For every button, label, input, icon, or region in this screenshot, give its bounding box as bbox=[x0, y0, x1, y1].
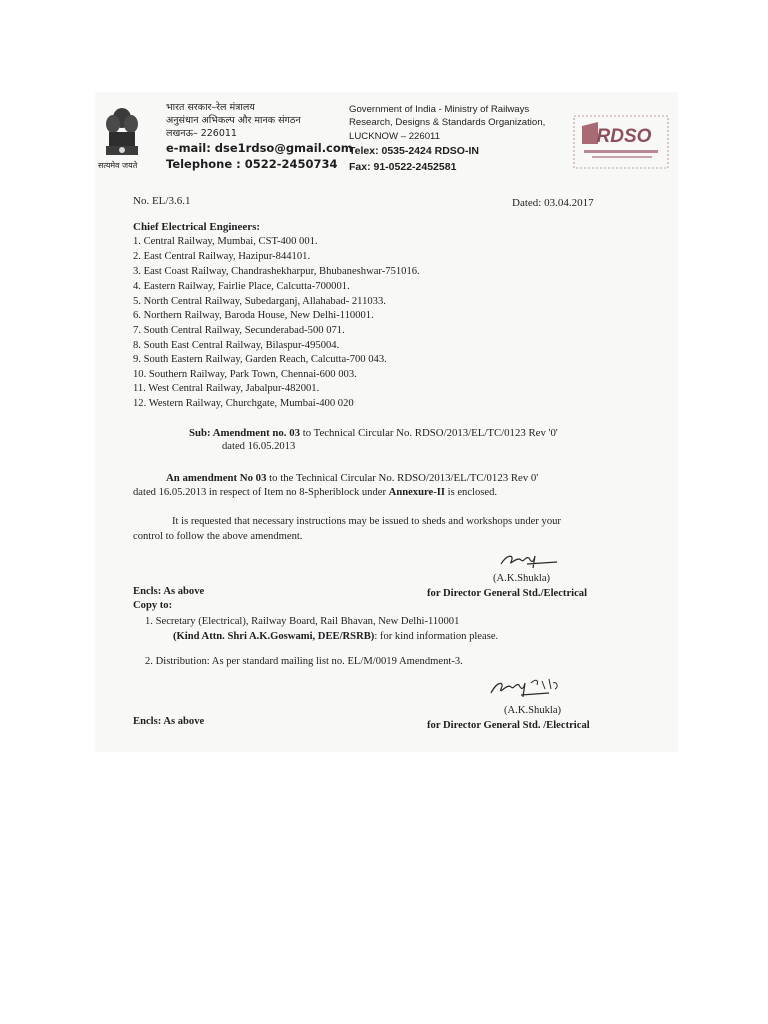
fax-text: Fax: 91-0522-2452581 bbox=[349, 161, 457, 173]
addressee-item-7: 7. South Central Railway, Secunderabad-500 071. bbox=[133, 325, 345, 336]
addressee-item-3: 3. East Coast Railway, Chandrashekharpur, Bhubaneshwar-751016. bbox=[133, 266, 420, 277]
body-paragraph-1-line-2: dated 16.05.2013 in respect of Item no 8-Spheriblock under Annexure-II is enclosed. bbox=[133, 487, 498, 498]
enclosure-note-2: Encls: As above bbox=[133, 716, 205, 727]
signature-1-icon bbox=[497, 550, 561, 572]
copy-to-heading: Copy to: bbox=[133, 600, 173, 611]
copy-to-item-1: 1. Secretary (Electrical), Railway Board, Rail Bhavan, New Delhi-110001 bbox=[145, 616, 460, 627]
addressee-item-4: 4. Eastern Railway, Fairlie Place, Calcutta-700001. bbox=[133, 281, 350, 292]
addressee-item-8: 8. South East Central Railway, Bilaspur-495004. bbox=[133, 340, 340, 351]
addressee-item-1: 1. Central Railway, Mumbai, CST-400 001. bbox=[133, 236, 318, 247]
letter-date: Dated: 03.04.2017 bbox=[512, 197, 594, 209]
signatory-title-2: for Director General Std. /Electrical bbox=[427, 720, 590, 731]
addressee-item-11: 11. West Central Railway, Jabalpur-482001. bbox=[133, 383, 320, 394]
signature-2-icon bbox=[487, 675, 569, 705]
body-paragraph-1: An amendment No 03 to the Technical Circular No. RDSO/2013/EL/TC/0123 Rev 0' bbox=[166, 472, 539, 484]
org-line-1: Government of India - Ministry of Railways bbox=[349, 104, 530, 115]
emblem-motto: सत्यमेव जयते bbox=[98, 161, 138, 170]
rdso-logo-icon bbox=[572, 112, 670, 172]
addressee-item-9: 9. South Eastern Railway, Garden Reach, Calcutta-700 043. bbox=[133, 354, 387, 365]
copy-to-item-1-attention: (Kind Attn. Shri A.K.Goswami, DEE/RSRB): for kind information please. bbox=[173, 631, 499, 642]
addressee-item-10: 10. Southern Railway, Park Town, Chennai-600 003. bbox=[133, 369, 357, 380]
signatory-name-1: (A.K.Shukla) bbox=[493, 573, 551, 584]
signatory-name-2: (A.K.Shukla) bbox=[504, 705, 562, 716]
hindi-line-2: अनुसंधान अभिकल्प और मानक संगठन bbox=[166, 115, 301, 126]
org-line-3: LUCKNOW – 226011 bbox=[349, 131, 441, 142]
body-paragraph-2-line-2: control to follow the above amendment. bbox=[133, 531, 303, 542]
email-text: e-mail: dse1rdso@gmail.com bbox=[166, 141, 353, 155]
enclosure-note-1: Encls: As above bbox=[133, 586, 205, 597]
logo-text: RDSO bbox=[596, 126, 652, 147]
subject-line-2: dated 16.05.2013 bbox=[222, 441, 296, 452]
copy-to-item-2: 2. Distribution: As per standard mailing list no. EL/M/0019 Amendment-3. bbox=[145, 656, 463, 667]
hindi-line-3: लखनऊ– 226011 bbox=[166, 128, 237, 139]
addressee-item-12: 12. Western Railway, Churchgate, Mumbai-400 020 bbox=[133, 398, 354, 409]
subject-line: Sub: Amendment no. 03 to Technical Circular No. RDSO/2013/EL/TC/0123 Rev '0' bbox=[189, 427, 558, 439]
body-paragraph-2: It is requested that necessary instructions may be issued to sheds and workshops under your bbox=[172, 516, 561, 527]
letter-sheet bbox=[95, 92, 678, 752]
org-line-2: Research, Designs & Standards Organization, bbox=[349, 117, 546, 128]
addressee-item-6: 6. Northern Railway, Baroda House, New Delhi-110001. bbox=[133, 310, 374, 321]
addressee-heading: Chief Electrical Engineers: bbox=[133, 221, 261, 233]
reference-number: No. EL/3.6.1 bbox=[133, 195, 191, 207]
telephone-text: Telephone : 0522-2450734 bbox=[166, 157, 338, 171]
addressee-item-2: 2. East Central Railway, Hazipur-844101. bbox=[133, 251, 311, 262]
signatory-title-1: for Director General Std./Electrical bbox=[427, 588, 588, 599]
hindi-line-1: भारत सरकार–रेल मंत्रालय bbox=[166, 102, 255, 113]
addressee-item-5: 5. North Central Railway, Subedarganj, Allahabad- 211033. bbox=[133, 296, 386, 307]
telex-text: Telex: 0535-2424 RDSO-IN bbox=[349, 145, 479, 157]
